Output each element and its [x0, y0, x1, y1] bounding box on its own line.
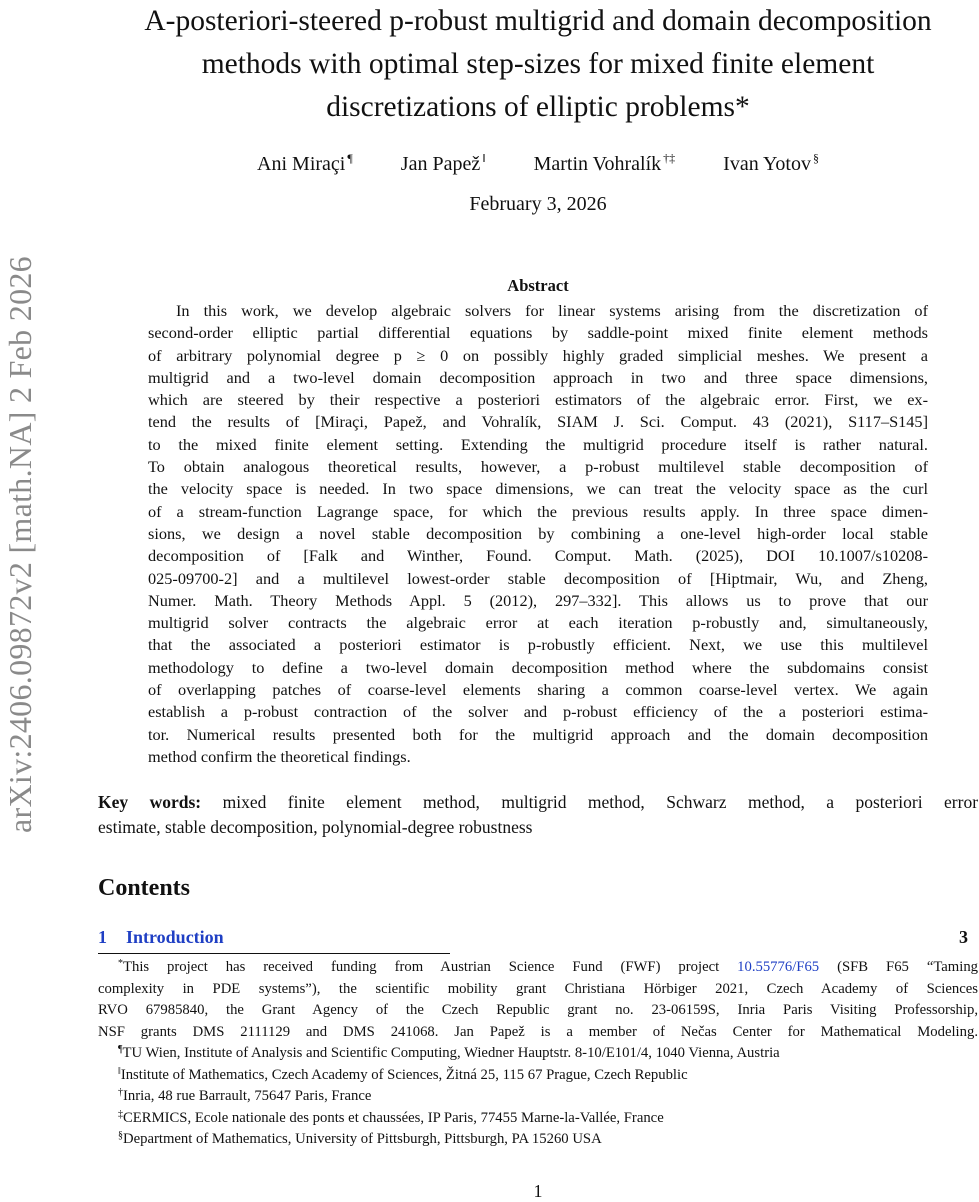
abstract-line: of arbitrary polynomial degree p ≥ 0 on possibly highly graded simplicial meshes. We present a: [148, 345, 928, 365]
page-number: 1: [533, 1181, 543, 1201]
abstract-line: which are steered by their respective a posteriori estimators of the algebraic error. First, we ex-: [148, 390, 928, 410]
toc-entry-number[interactable]: 1: [98, 927, 107, 947]
abstract-line: multigrid and a two-level domain decomposition approach in two and three space dimensions,: [148, 367, 928, 387]
funding-footnote-line: RVO 67985840, the Grant Agency of the Czech Republic grant no. 23-06159S, Inria Paris Visiting Professorship,: [98, 1002, 978, 1018]
funding-footnote-line: complexity in PDE systems”), the scientific mobility grant Christiana Hörbiger 2021, Czech Academy of Sciences: [98, 980, 978, 997]
abstract-line: to the mixed finite element setting. Extending the multigrid procedure itself is rather natural.: [148, 434, 928, 454]
abstract-line: tend the results of [Miraçi, Papež, and Vohralík, SIAM J. Sci. Comput. 43 (2021), S117–S145]: [148, 412, 928, 432]
keywords-line: Key words: mixed finite element method, multigrid method, Schwarz method, a posteriori error: [98, 792, 979, 812]
author: Ivan Yotov §: [723, 151, 819, 175]
keywords-label: Key words:: [98, 792, 202, 812]
abstract-line: multigrid solver contracts the algebraic error at each iteration p-robustly and, simultaneously,: [148, 613, 928, 633]
abstract-line: methodology to define a two-level domain decomposition method where the subdomains consist: [148, 657, 928, 677]
keywords-line: estimate, stable decomposition, polynomial-degree robustness: [98, 817, 533, 837]
contents-heading: Contents: [98, 875, 191, 901]
affiliation-footnote: ‖Institute of Mathematics, Czech Academy of Sciences, Žitná 25, 115 67 Prague, Czech Republic: [118, 1065, 688, 1083]
fwf-project-link[interactable]: 10.55776/F65: [737, 959, 820, 975]
abstract-line: of overlapping patches of coarse-level elements sharing a common coarse-level vertex. We again: [148, 680, 928, 700]
title-line: discretizations of elliptic problems*: [326, 91, 750, 123]
footnotes: [98, 957, 978, 1151]
keywords: [98, 790, 978, 840]
abstract-line: second-order elliptic partial differential equations by saddle-point mixed finite element methods: [148, 323, 928, 343]
abstract-line: To obtain analogous theoretical results, however, a p-robust multilevel stable decomposition of: [148, 457, 928, 477]
affiliation-footnote: †Inria, 48 rue Barrault, 75647 Paris, France: [118, 1087, 372, 1104]
author: Jan Papež ‖: [400, 151, 486, 175]
abstract-line: of a stream-function Lagrange space, for which the previous results apply. In three space dimen-: [148, 501, 928, 521]
toc-entry-page: 3: [959, 927, 968, 947]
funding-footnote-line: *This project has received funding from Austrian Science Fund (FWF) project 10.55776/F65 (SFB F65 “Taming: [118, 958, 979, 975]
footnote-rule: [98, 953, 450, 954]
abstract-line: establish a p-robust contraction of the solver and p-robust efficiency of the a posteriori estima-: [148, 702, 928, 722]
author: Ani Miraçi ¶: [257, 151, 353, 175]
paper-title: [98, 0, 978, 129]
abstract-line: that the associated a posteriori estimator is p-robustly efficient. Next, we use this multilevel: [148, 635, 928, 655]
affiliation-footnote: §Department of Mathematics, University of Pittsburgh, Pittsburgh, PA 15260 USA: [118, 1130, 602, 1147]
abstract-line: 025-09700-2] and a multilevel lowest-order stable decomposition of [Hiptmair, Wu, and Zheng,: [148, 568, 928, 588]
abstract-line: tor. Numerical results presented both for the multigrid approach and the domain decomposition: [148, 724, 928, 744]
arxiv-identifier-stamp: arXiv:2406.09872v2 [math.NA] 2 Feb 2026: [2, 256, 38, 833]
abstract-line: Numer. Math. Theory Methods Appl. 5 (2012), 297–332]. This allows us to prove that our: [148, 590, 928, 610]
abstract-line: the velocity space is needed. In two space dimensions, we can treat the velocity space as the curl: [148, 479, 928, 499]
abstract-body: [148, 300, 928, 768]
affiliation-footnote: ‡CERMICS, Ecole nationale des ponts et chaussées, IP Paris, 77455 Marne-la-Vallée, France: [118, 1108, 664, 1126]
author-list: [98, 143, 978, 173]
abstract-line: method confirm the theoretical findings.: [148, 746, 411, 766]
toc-entry-link[interactable]: Introduction: [126, 927, 224, 947]
funding-footnote-line: NSF grants DMS 2111129 and DMS 241068. Jan Papež is a member of Nečas Center for Mathematical Modeling.: [98, 1023, 978, 1040]
publication-date: February 3, 2026: [469, 193, 607, 215]
abstract-line: sions, we design a novel stable decomposition by combining a one-level high-order local stable: [148, 523, 928, 543]
abstract-heading: Abstract: [507, 276, 569, 295]
abstract-line: decomposition of [Falk and Winther, Found. Comput. Math. (2025), DOI 10.1007/s10208-: [148, 546, 928, 566]
abstract-line: In this work, we develop algebraic solvers for linear systems arising from the discretization of: [176, 301, 928, 320]
author: Martin Vohralík †‡: [533, 151, 676, 175]
toc-entry-introduction[interactable]: [98, 924, 978, 950]
affiliation-footnote: ¶TU Wien, Institute of Analysis and Scientific Computing, Wiedner Hauptstr. 8-10/E101/4, 1040 Vienna, Austria: [118, 1044, 780, 1061]
title-line: methods with optimal step-sizes for mixed finite element: [201, 48, 875, 80]
title-line: A-posteriori-steered p-robust multigrid and domain decomposition: [144, 5, 932, 37]
